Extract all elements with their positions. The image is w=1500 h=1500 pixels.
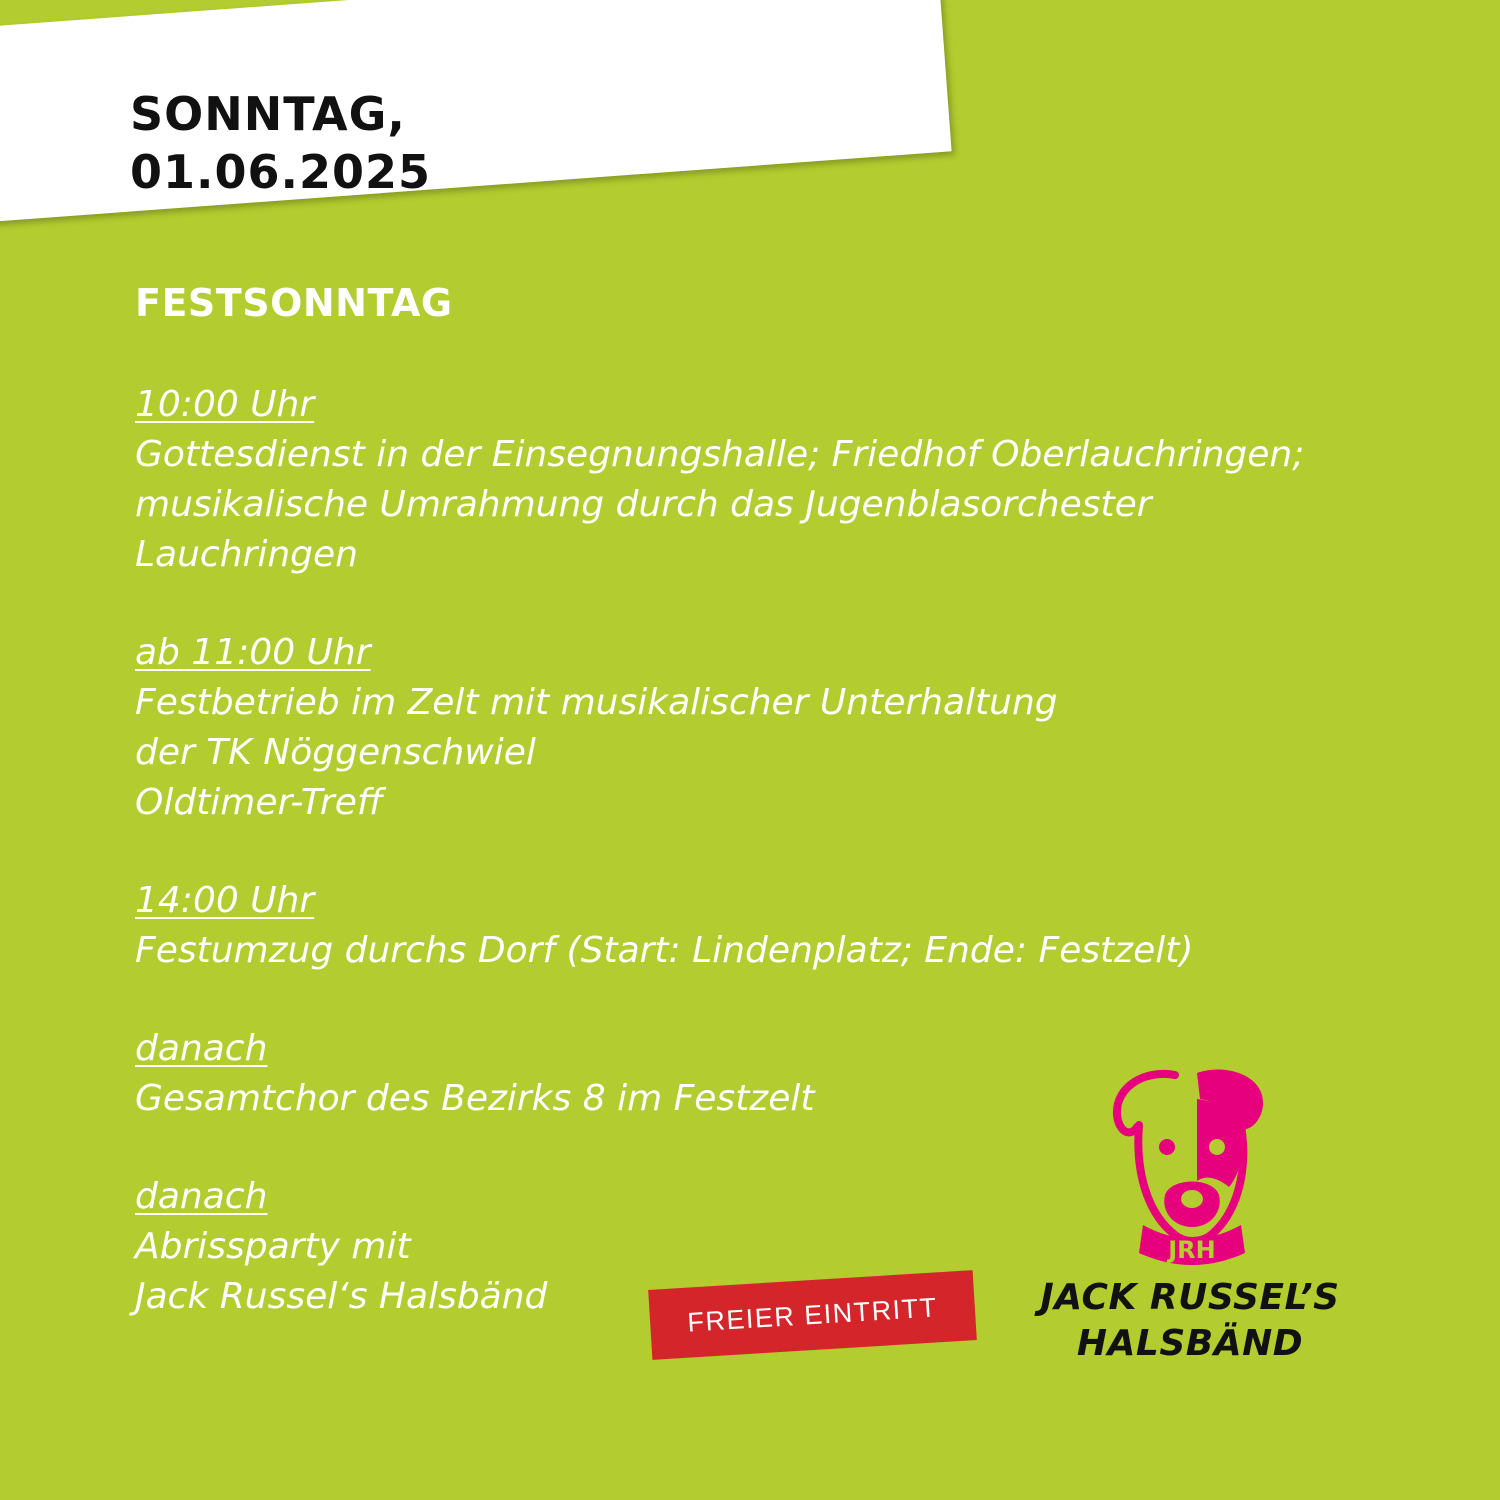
- band-name: [1040, 1275, 1340, 1367]
- event-description: Jack Russel‘s Halsbänd: [135, 1276, 548, 1317]
- event-item: [135, 628, 1465, 828]
- event-item: [135, 876, 1465, 976]
- band-name-line: JACK RUSSEL’S: [1040, 1277, 1340, 1318]
- event-description: der TK Nöggenschwiel: [135, 732, 536, 773]
- event-description: musikalische Umrahmung durch das Jugenblasorchester: [135, 484, 1152, 525]
- event-time: 10:00 Uhr: [135, 384, 315, 425]
- dog-head-icon: [1105, 1065, 1275, 1265]
- band-logo: [1040, 1055, 1340, 1385]
- event-description: Oldtimer-Treff: [135, 782, 383, 823]
- event-description: Lauchringen: [135, 534, 358, 575]
- page-title: FESTSONNTAG: [135, 281, 453, 325]
- event-time: danach: [135, 1176, 268, 1217]
- band-name-line: HALSBÄND: [1076, 1323, 1304, 1364]
- event-description: Gesamtchor des Bezirks 8 im Festzelt: [135, 1078, 815, 1119]
- event-description: Gottesdienst in der Einsegnungshalle; Friedhof Oberlauchringen;: [135, 434, 1305, 475]
- date-weekday: SONNTAG,: [130, 87, 406, 141]
- event-description: Festbetrieb im Zelt mit musikalischer Unterhaltung: [135, 682, 1058, 723]
- event-description: Abrissparty mit: [135, 1226, 411, 1267]
- event-item: [135, 380, 1465, 580]
- event-time: danach: [135, 1028, 268, 1069]
- event-date: [130, 85, 431, 201]
- event-time: 14:00 Uhr: [135, 880, 315, 921]
- collar-text: JRH: [1168, 1236, 1216, 1264]
- date-value: 01.06.2025: [130, 145, 432, 199]
- event-description: Festumzug durchs Dorf (Start: Lindenplatz; Ende: Festzelt): [135, 930, 1194, 971]
- event-time: ab 11:00 Uhr: [135, 632, 371, 673]
- free-entry-badge: FREIER EINTRITT: [648, 1270, 977, 1360]
